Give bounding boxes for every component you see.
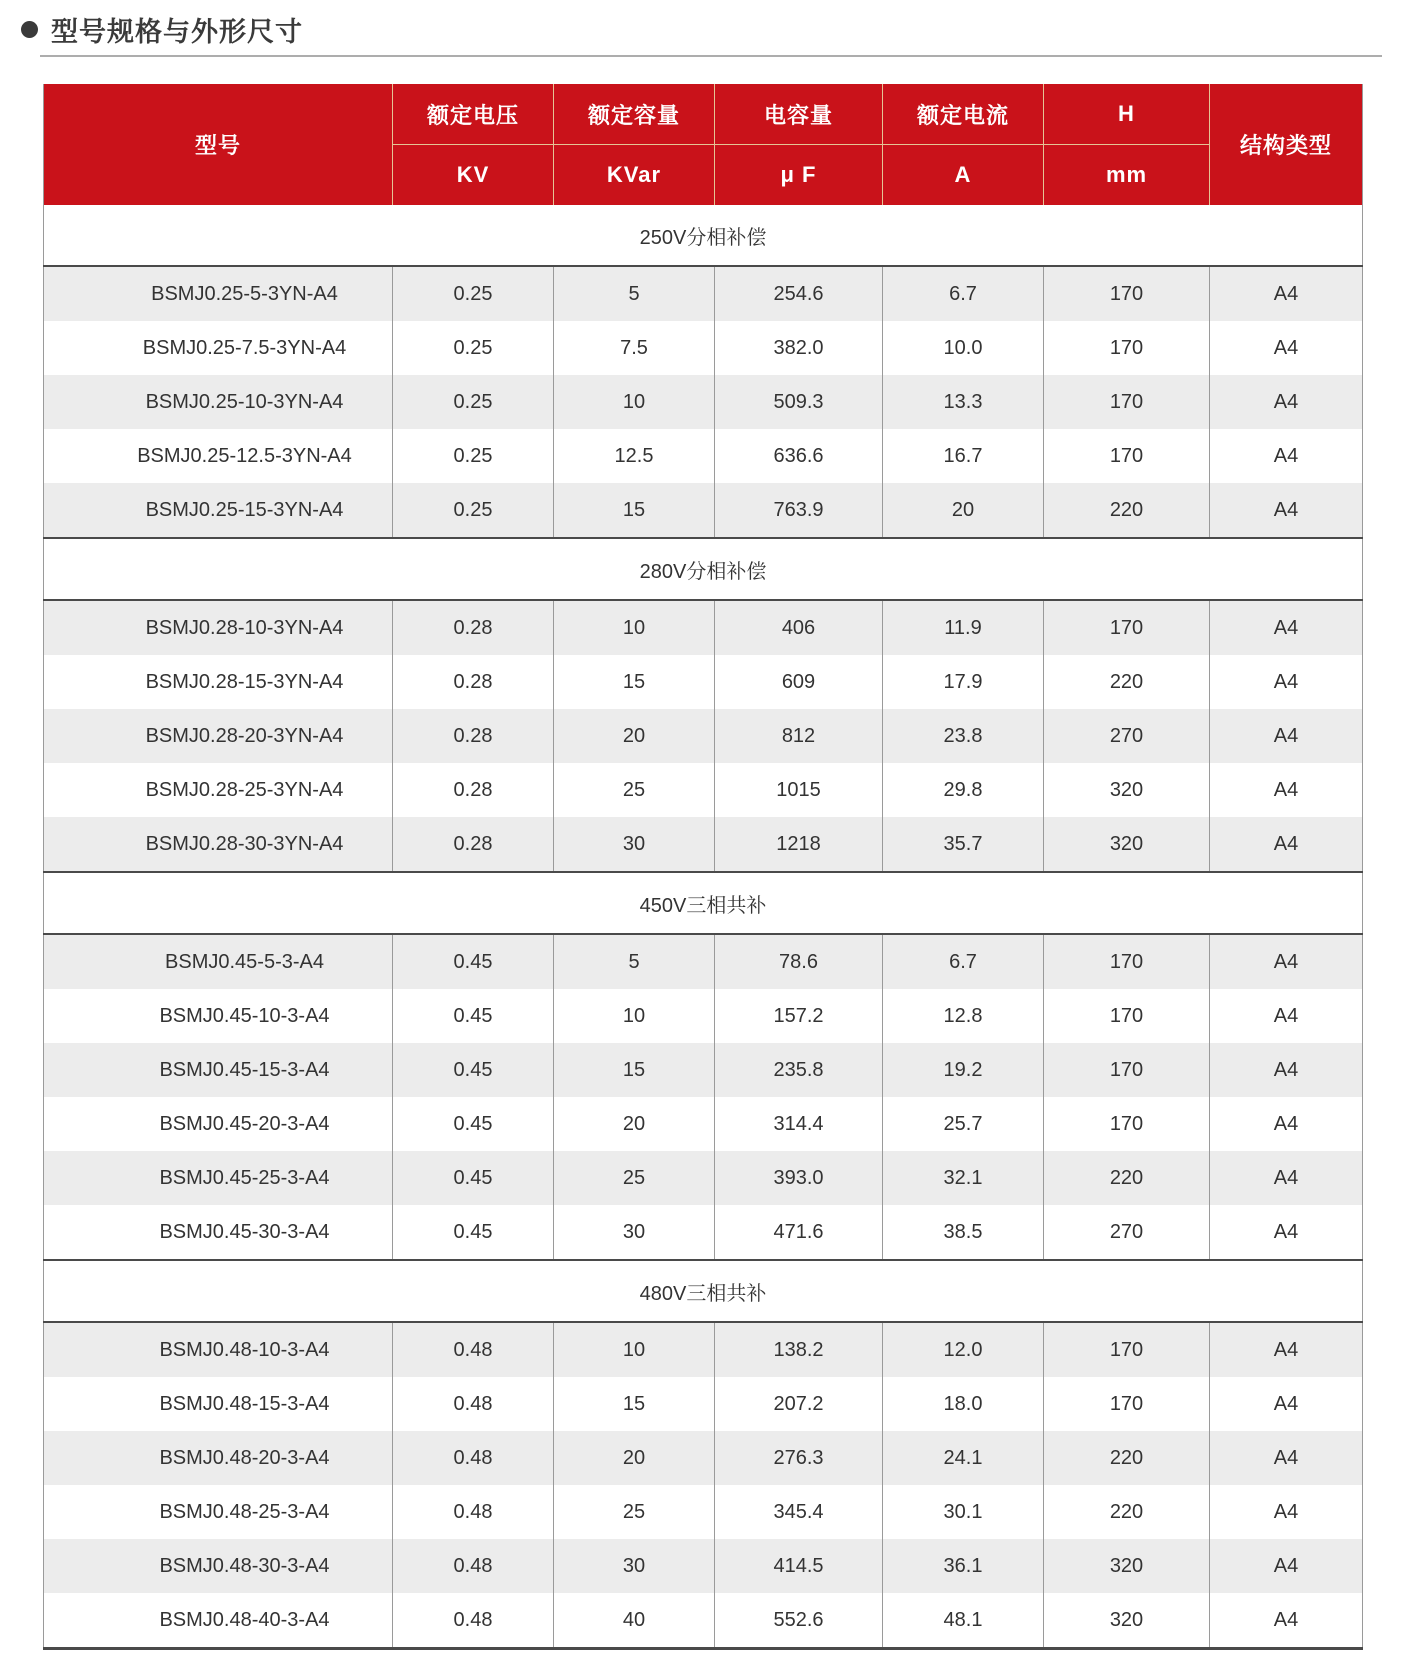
table-row — [44, 655, 1363, 709]
cell-height: 220 — [1044, 655, 1210, 709]
cell-rated-current: 24.1 — [883, 1431, 1044, 1485]
cell-capacitance: 138.2 — [715, 1322, 883, 1377]
header-unit-uf: μ F — [715, 145, 883, 206]
cell-rated-voltage: 0.45 — [393, 1205, 554, 1260]
cell-height: 170 — [1044, 375, 1210, 429]
cell-rated-capacity: 15 — [554, 1377, 715, 1431]
cell-height: 170 — [1044, 1322, 1210, 1377]
cell-structure-type: A4 — [1210, 1539, 1363, 1593]
cell-rated-voltage: 0.45 — [393, 1151, 554, 1205]
cell-model: BSMJ0.48-10-3-A4 — [44, 1322, 393, 1377]
cell-structure-type: A4 — [1210, 1322, 1363, 1377]
cell-rated-voltage: 0.28 — [393, 817, 554, 872]
cell-rated-capacity: 10 — [554, 1322, 715, 1377]
cell-structure-type: A4 — [1210, 655, 1363, 709]
section-title-row — [44, 872, 1363, 934]
cell-height: 320 — [1044, 817, 1210, 872]
cell-structure-type: A4 — [1210, 483, 1363, 538]
header-row-names — [44, 84, 1363, 145]
cell-rated-voltage: 0.48 — [393, 1322, 554, 1377]
cell-rated-voltage: 0.28 — [393, 709, 554, 763]
header-unit-kv: KV — [393, 145, 554, 206]
cell-rated-voltage: 0.45 — [393, 934, 554, 989]
table-row — [44, 600, 1363, 655]
table-row — [44, 709, 1363, 763]
cell-rated-capacity: 25 — [554, 1485, 715, 1539]
cell-model: BSMJ0.45-5-3-A4 — [44, 934, 393, 989]
table-row — [44, 483, 1363, 538]
cell-rated-voltage: 0.48 — [393, 1377, 554, 1431]
spec-table — [43, 84, 1363, 1650]
cell-model: BSMJ0.45-15-3-A4 — [44, 1043, 393, 1097]
cell-height: 170 — [1044, 600, 1210, 655]
table-row — [44, 817, 1363, 872]
cell-structure-type: A4 — [1210, 266, 1363, 321]
cell-rated-capacity: 30 — [554, 1539, 715, 1593]
cell-capacitance: 1218 — [715, 817, 883, 872]
cell-rated-capacity: 25 — [554, 763, 715, 817]
header-unit-kvar: KVar — [554, 145, 715, 206]
page-title: 型号规格与外形尺寸 — [51, 16, 303, 47]
header-cell-height: H — [1044, 84, 1210, 145]
table-row — [44, 1322, 1363, 1377]
cell-structure-type: A4 — [1210, 600, 1363, 655]
cell-model: BSMJ0.45-30-3-A4 — [44, 1205, 393, 1260]
cell-rated-capacity: 10 — [554, 989, 715, 1043]
cell-rated-capacity: 5 — [554, 934, 715, 989]
cell-rated-current: 25.7 — [883, 1097, 1044, 1151]
cell-rated-capacity: 20 — [554, 1431, 715, 1485]
section-title-row — [44, 538, 1363, 600]
cell-rated-current: 12.8 — [883, 989, 1044, 1043]
cell-capacitance: 382.0 — [715, 321, 883, 375]
cell-rated-current: 35.7 — [883, 817, 1044, 872]
cell-structure-type: A4 — [1210, 989, 1363, 1043]
cell-rated-voltage: 0.28 — [393, 763, 554, 817]
cell-rated-voltage: 0.28 — [393, 655, 554, 709]
cell-model: BSMJ0.28-10-3YN-A4 — [44, 600, 393, 655]
cell-model: BSMJ0.25-10-3YN-A4 — [44, 375, 393, 429]
title-underline — [40, 55, 1382, 57]
cell-model: BSMJ0.45-25-3-A4 — [44, 1151, 393, 1205]
cell-structure-type: A4 — [1210, 1097, 1363, 1151]
cell-height: 170 — [1044, 321, 1210, 375]
cell-model: BSMJ0.28-30-3YN-A4 — [44, 817, 393, 872]
cell-rated-current: 38.5 — [883, 1205, 1044, 1260]
cell-structure-type: A4 — [1210, 817, 1363, 872]
table-row — [44, 1485, 1363, 1539]
section-title: 280V分相补偿 — [44, 538, 1363, 600]
table-row — [44, 375, 1363, 429]
cell-rated-current: 12.0 — [883, 1322, 1044, 1377]
cell-rated-current: 29.8 — [883, 763, 1044, 817]
header-unit-a: A — [883, 145, 1044, 206]
cell-rated-current: 48.1 — [883, 1593, 1044, 1649]
cell-structure-type: A4 — [1210, 763, 1363, 817]
cell-rated-voltage: 0.28 — [393, 600, 554, 655]
cell-rated-capacity: 10 — [554, 600, 715, 655]
section-title: 480V三相共补 — [44, 1260, 1363, 1322]
cell-model: BSMJ0.28-25-3YN-A4 — [44, 763, 393, 817]
cell-rated-voltage: 0.25 — [393, 429, 554, 483]
cell-model: BSMJ0.25-5-3YN-A4 — [44, 266, 393, 321]
table-row — [44, 1539, 1363, 1593]
cell-height: 320 — [1044, 1593, 1210, 1649]
header-cell-model: 型号 — [44, 84, 393, 205]
cell-rated-voltage: 0.45 — [393, 989, 554, 1043]
cell-rated-current: 30.1 — [883, 1485, 1044, 1539]
table-row — [44, 934, 1363, 989]
table-row — [44, 266, 1363, 321]
cell-capacitance: 254.6 — [715, 266, 883, 321]
cell-structure-type: A4 — [1210, 1043, 1363, 1097]
table-row — [44, 763, 1363, 817]
cell-capacitance: 406 — [715, 600, 883, 655]
section-heading — [0, 12, 1405, 46]
cell-height: 170 — [1044, 989, 1210, 1043]
table-row — [44, 321, 1363, 375]
cell-rated-voltage: 0.48 — [393, 1431, 554, 1485]
cell-rated-voltage: 0.45 — [393, 1043, 554, 1097]
cell-rated-current: 23.8 — [883, 709, 1044, 763]
cell-rated-current: 13.3 — [883, 375, 1044, 429]
cell-model: BSMJ0.45-20-3-A4 — [44, 1097, 393, 1151]
cell-rated-capacity: 30 — [554, 1205, 715, 1260]
cell-height: 320 — [1044, 763, 1210, 817]
cell-rated-current: 17.9 — [883, 655, 1044, 709]
cell-model: BSMJ0.28-20-3YN-A4 — [44, 709, 393, 763]
cell-height: 220 — [1044, 1151, 1210, 1205]
cell-rated-capacity: 7.5 — [554, 321, 715, 375]
cell-model: BSMJ0.48-30-3-A4 — [44, 1539, 393, 1593]
header-cell-rated-current: 额定电流 — [883, 84, 1044, 145]
table-row — [44, 1377, 1363, 1431]
cell-model: BSMJ0.48-15-3-A4 — [44, 1377, 393, 1431]
cell-rated-capacity: 15 — [554, 483, 715, 538]
cell-structure-type: A4 — [1210, 1151, 1363, 1205]
cell-rated-voltage: 0.25 — [393, 266, 554, 321]
cell-model: BSMJ0.45-10-3-A4 — [44, 989, 393, 1043]
table-body — [44, 205, 1363, 1649]
cell-structure-type: A4 — [1210, 1485, 1363, 1539]
cell-rated-voltage: 0.25 — [393, 483, 554, 538]
cell-rated-current: 18.0 — [883, 1377, 1044, 1431]
cell-capacitance: 763.9 — [715, 483, 883, 538]
cell-height: 170 — [1044, 1377, 1210, 1431]
cell-capacitance: 235.8 — [715, 1043, 883, 1097]
cell-rated-current: 6.7 — [883, 266, 1044, 321]
cell-rated-capacity: 25 — [554, 1151, 715, 1205]
cell-rated-current: 32.1 — [883, 1151, 1044, 1205]
cell-structure-type: A4 — [1210, 429, 1363, 483]
cell-structure-type: A4 — [1210, 1377, 1363, 1431]
cell-capacitance: 812 — [715, 709, 883, 763]
cell-rated-capacity: 15 — [554, 655, 715, 709]
cell-rated-capacity: 5 — [554, 266, 715, 321]
cell-height: 320 — [1044, 1539, 1210, 1593]
table-row — [44, 1043, 1363, 1097]
table-row — [44, 1097, 1363, 1151]
cell-capacitance: 207.2 — [715, 1377, 883, 1431]
cell-rated-capacity: 15 — [554, 1043, 715, 1097]
cell-rated-current: 10.0 — [883, 321, 1044, 375]
cell-rated-capacity: 30 — [554, 817, 715, 872]
cell-rated-voltage: 0.48 — [393, 1485, 554, 1539]
cell-capacitance: 393.0 — [715, 1151, 883, 1205]
cell-structure-type: A4 — [1210, 934, 1363, 989]
cell-rated-capacity: 10 — [554, 375, 715, 429]
cell-structure-type: A4 — [1210, 375, 1363, 429]
cell-structure-type: A4 — [1210, 709, 1363, 763]
cell-height: 170 — [1044, 266, 1210, 321]
cell-height: 170 — [1044, 1043, 1210, 1097]
cell-rated-capacity: 12.5 — [554, 429, 715, 483]
table-row — [44, 1431, 1363, 1485]
cell-rated-capacity: 20 — [554, 1097, 715, 1151]
cell-capacitance: 609 — [715, 655, 883, 709]
cell-rated-capacity: 20 — [554, 709, 715, 763]
cell-height: 220 — [1044, 483, 1210, 538]
cell-model: BSMJ0.48-20-3-A4 — [44, 1431, 393, 1485]
cell-rated-capacity: 40 — [554, 1593, 715, 1649]
cell-model: BSMJ0.25-15-3YN-A4 — [44, 483, 393, 538]
cell-capacitance: 414.5 — [715, 1539, 883, 1593]
cell-capacitance: 345.4 — [715, 1485, 883, 1539]
cell-rated-voltage: 0.25 — [393, 321, 554, 375]
cell-capacitance: 276.3 — [715, 1431, 883, 1485]
header-cell-capacitance: 电容量 — [715, 84, 883, 145]
cell-height: 270 — [1044, 709, 1210, 763]
header-cell-rated-voltage: 额定电压 — [393, 84, 554, 145]
cell-rated-voltage: 0.45 — [393, 1097, 554, 1151]
cell-capacitance: 636.6 — [715, 429, 883, 483]
cell-rated-current: 20 — [883, 483, 1044, 538]
cell-rated-current: 16.7 — [883, 429, 1044, 483]
cell-height: 170 — [1044, 934, 1210, 989]
bullet-icon — [21, 21, 38, 38]
cell-model: BSMJ0.25-12.5-3YN-A4 — [44, 429, 393, 483]
cell-rated-current: 36.1 — [883, 1539, 1044, 1593]
cell-capacitance: 78.6 — [715, 934, 883, 989]
table-header — [44, 84, 1363, 205]
cell-structure-type: A4 — [1210, 1431, 1363, 1485]
cell-capacitance: 1015 — [715, 763, 883, 817]
cell-capacitance: 314.4 — [715, 1097, 883, 1151]
cell-rated-voltage: 0.48 — [393, 1593, 554, 1649]
cell-model: BSMJ0.28-15-3YN-A4 — [44, 655, 393, 709]
table-row — [44, 1205, 1363, 1260]
header-cell-rated-capacity: 额定容量 — [554, 84, 715, 145]
section-title-row — [44, 1260, 1363, 1322]
table-row — [44, 1593, 1363, 1649]
cell-rated-current: 11.9 — [883, 600, 1044, 655]
cell-structure-type: A4 — [1210, 1205, 1363, 1260]
cell-rated-current: 19.2 — [883, 1043, 1044, 1097]
cell-structure-type: A4 — [1210, 1593, 1363, 1649]
cell-capacitance: 471.6 — [715, 1205, 883, 1260]
cell-height: 170 — [1044, 429, 1210, 483]
cell-model: BSMJ0.48-40-3-A4 — [44, 1593, 393, 1649]
table-row — [44, 989, 1363, 1043]
cell-capacitance: 552.6 — [715, 1593, 883, 1649]
section-title: 250V分相补偿 — [44, 205, 1363, 266]
header-cell-structure-type: 结构类型 — [1210, 84, 1363, 205]
cell-model: BSMJ0.25-7.5-3YN-A4 — [44, 321, 393, 375]
section-title-row — [44, 205, 1363, 266]
cell-rated-current: 6.7 — [883, 934, 1044, 989]
cell-height: 170 — [1044, 1097, 1210, 1151]
cell-height: 270 — [1044, 1205, 1210, 1260]
cell-rated-voltage: 0.25 — [393, 375, 554, 429]
cell-capacitance: 509.3 — [715, 375, 883, 429]
cell-rated-voltage: 0.48 — [393, 1539, 554, 1593]
header-unit-mm: mm — [1044, 145, 1210, 206]
table-row — [44, 429, 1363, 483]
table-row — [44, 1151, 1363, 1205]
cell-capacitance: 157.2 — [715, 989, 883, 1043]
cell-model: BSMJ0.48-25-3-A4 — [44, 1485, 393, 1539]
cell-height: 220 — [1044, 1485, 1210, 1539]
cell-height: 220 — [1044, 1431, 1210, 1485]
cell-structure-type: A4 — [1210, 321, 1363, 375]
section-title: 450V三相共补 — [44, 872, 1363, 934]
